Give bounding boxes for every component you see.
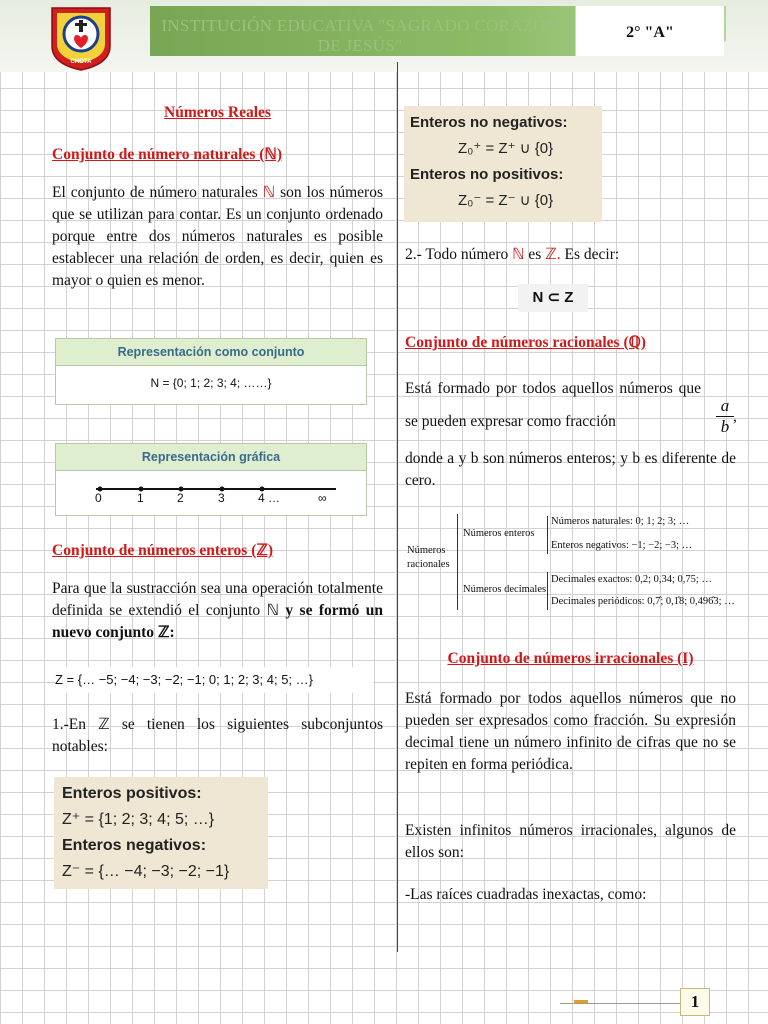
diagram-brace [547,572,548,610]
fraction-numerator: a [720,396,730,415]
axis-label: 3 [218,491,225,505]
rep-graph-title: Representación gráfica [55,443,367,471]
naturals-paragraph [52,182,383,292]
text-span: El conjunto de número naturales [52,184,263,201]
text-span: se tienen los siguientes subconjuntos notables: [52,716,383,755]
diagram-leaf-negatives: Enteros negativos: −1; −2; −3; … [551,540,693,551]
diagram-brace [457,514,458,610]
column-divider [397,62,398,952]
box-line: Enteros negativos: [62,837,207,854]
school-logo [48,4,114,72]
diagram-leaf-exact: Decimales exactos: 0,2; 0,34; 0,75; … [551,574,712,585]
irrationals-heading-text: Conjunto de números irracionales (I) [447,650,694,667]
integers-symbol: ℤ [98,716,110,733]
naturals-symbol: ℕ [512,246,525,263]
box-line: Z₀⁺ = Z⁺ ∪ {0} [458,140,554,157]
diagram-leaf-periodic: Decimales periódicos: 0,7̂; 0,1̂8; 0,496̂3; … [551,596,735,607]
axis-label: ∞ [318,491,327,505]
text-span: 1.-En [52,716,99,733]
text-span: 2.- Todo número [405,246,513,263]
integer-subsets-image [54,777,268,889]
page-title [52,102,383,124]
footer-line [560,1003,680,1004]
box-line: Enteros positivos: [62,785,202,802]
naturals-symbol: ℕ [266,602,279,619]
grade-label: 2° "A" [626,24,674,41]
diagram-leaf-naturals: Números naturales: 0; 1; 2; 3; … [551,516,690,527]
box-line: Z⁺ = {1; 2; 3; 4; 5; …} [62,811,215,828]
page-number: 1 [680,988,710,1016]
diagram-brace [547,516,548,554]
naturals-heading [52,144,383,166]
fraction-comma: , [733,408,737,425]
axis-label: 4 … [258,491,281,505]
fraction-a-over-b [716,396,734,437]
text-span: son los números que se utilizan para contar. Es un conjunto ordenado porque entre dos números naturales es posible establecer una relación de orden, es decir, quien es mayor o quien es menor. [52,184,383,289]
naturals-symbol: ℕ [262,184,276,201]
school-name: INSTITUCIÓN EDUCATIVA "SAGRADO CORAZÓN DE JESÚS" [161,16,559,55]
footer-mark [574,1000,588,1003]
rep-set-title: Representación como conjunto [55,338,367,366]
integers-set-image: Z = {… −5; −4; −3; −2; −1; 0; 1; 2; 3; 4; 5; …} [55,667,373,693]
number-line [55,471,367,516]
integers-heading [52,540,383,562]
text-span: es [524,246,546,263]
box-line: Enteros no positivos: [410,166,564,183]
integers-symbol: ℤ. [545,246,561,263]
integers-subsets-paragraph [52,714,383,758]
irrationals-paragraph-1: Está formado por todos aquellos números que no pueden ser expresados como fracción. Su expresión decimal tiene un número infinito de cifras que no se repiten en forma periódica. [405,690,736,773]
fraction-denominator: b [720,417,730,436]
integers-symbol: ℤ: [157,624,175,641]
rationals-heading-text: Conjunto de números racionales (ℚ) [405,334,646,351]
text-span: y se formó un nuevo conjunto [52,602,383,641]
logo-caption: CHOTA [70,59,92,65]
irrationals-heading [405,648,736,670]
rep-set-body: N = {0; 1; 2; 3; 4; ……} [55,366,367,405]
box-line: Z⁻ = {… −4; −3; −2; −1} [62,863,230,880]
integers-heading-text: Conjunto de números enteros (ℤ) [52,542,274,559]
title-text: Números Reales [164,104,271,121]
representation-set-image [55,338,367,405]
integer-nonneg-image [404,106,602,222]
representation-graph-image [55,443,367,516]
rationals-heading [405,332,736,354]
subset-symbol-image: N ⊂ Z [518,284,588,312]
box-line: Enteros no negativos: [410,114,568,131]
rationals-paragraph-1: Está formado por todos aquellos números que se pueden expresar como fracción [405,380,701,430]
naturals-heading-text: Conjunto de número naturales (ℕ) [52,146,282,163]
integers-paragraph [52,578,383,644]
irrationals-paragraph-2: Existen infinitos números irracionales, algunos de ellos son: [405,822,736,861]
axis-label: 0 [95,491,102,505]
axis-label: 1 [137,491,144,505]
diagram-branch-decimals: Números decimales [463,584,547,595]
text-span: Para que la sustracción sea una operación totalmente definida se extendió el conjunto [52,580,383,619]
rationals-paragraph-2: donde a y b son números enteros; y b es diferente de cero. [405,450,736,489]
text-span: Es decir: [560,246,620,263]
axis-label: 2 [177,491,184,505]
subset-paragraph [405,244,736,266]
rationals-diagram [405,510,735,620]
diagram-branch-integers: Números enteros [463,528,535,539]
irrationals-paragraph-3: -Las raíces cuadradas inexactas, como: [405,886,647,903]
diagram-root: Números racionales [407,545,450,570]
box-line: Z₀⁻ = Z⁻ ∪ {0} [458,192,554,209]
